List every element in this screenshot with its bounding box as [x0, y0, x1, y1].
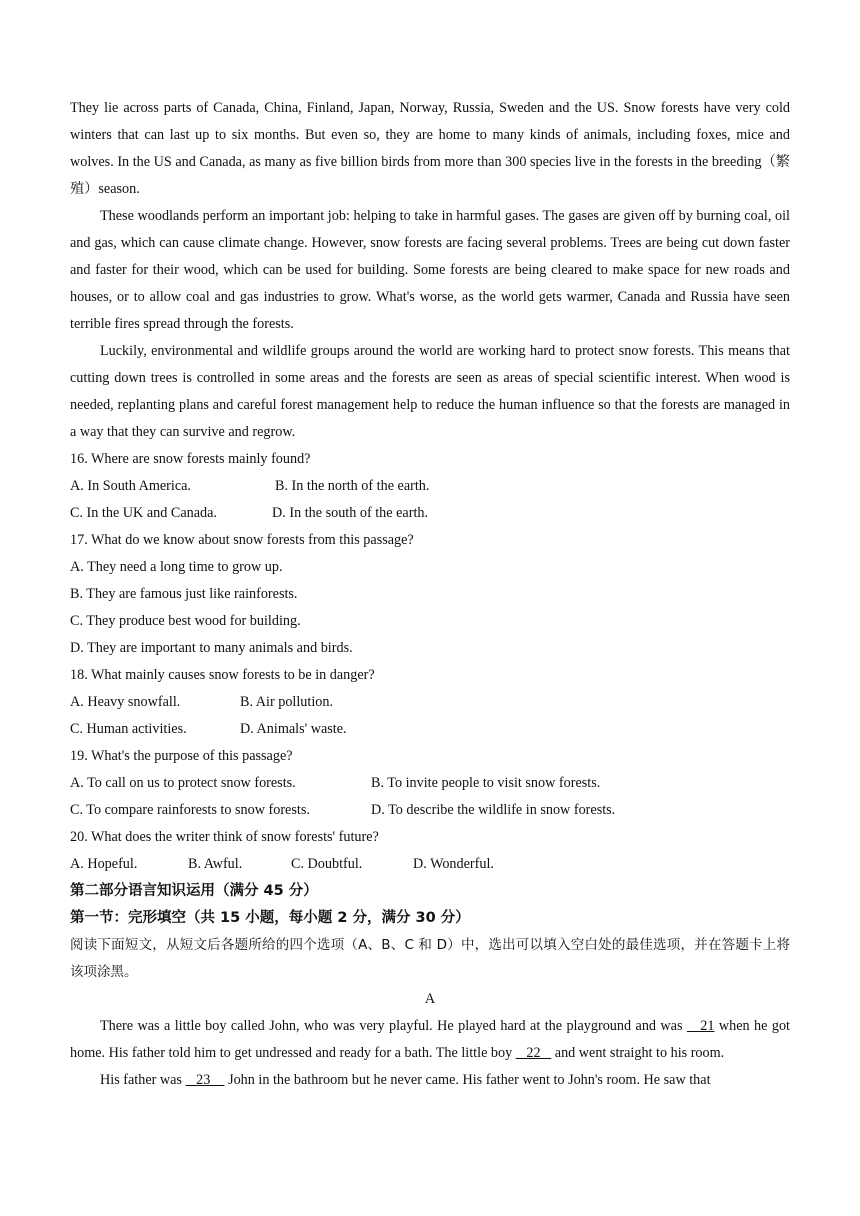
cloze-text: when he got home. His father told him to get undressed and ready for a bath. The little boy [70, 1018, 790, 1061]
section-one-title: 第一节：完形填空（共 15 小题，每小题 2 分，满分 30 分） [70, 910, 470, 926]
question-18-option-c: C. Human activities. [70, 721, 187, 737]
question-16-option-a: A. In South America. [70, 478, 191, 494]
question-16-options-row-2 [70, 500, 790, 527]
cloze-instructions: 阅读下面短文，从短文后各题所给的四个选项（A、B、C 和 D）中，选出可以填入空白处的最佳选项，并在答题卡上将该项涂黑。 [70, 937, 790, 980]
question-16-option-d: D. In the south of the earth. [272, 505, 429, 521]
question-20-stem: 20. What does the writer think of snow forests' future? [70, 829, 379, 845]
cloze-text: John in the bathroom but he never came. His father went to John's room. He saw that [224, 1072, 711, 1088]
cloze-paragraph-1 [70, 1013, 790, 1067]
cloze-blank-22: 22 [515, 1045, 552, 1061]
cloze-text: and went straight to his room. [551, 1045, 725, 1061]
question-19-options-row-1 [70, 770, 790, 797]
passage-paragraph-1: They lie across parts of Canada, China, Finland, Japan, Norway, Russia, Sweden and the US. Snow forests have very cold winters that can last up to six months. But even so, they are home to many kinds of animals, including foxes, mice and wolves. In the US and Canada, as many as five billion birds from more than 300 species live in the forests in the breeding（繁殖）season. [70, 100, 790, 197]
question-19-option-c: C. To compare rainforests to snow forests. [70, 802, 310, 818]
question-17-stem: 17. What do we know about snow forests from this passage? [70, 532, 414, 548]
cloze-blank-21: 21 [686, 1018, 715, 1034]
question-19-option-d: D. To describe the wildlife in snow forests. [371, 802, 616, 818]
question-16-options-row-1 [70, 473, 790, 500]
passage-paragraph-3: Luckily, environmental and wildlife groups around the world are working hard to protect snow forests. This means that cutting down trees is controlled in some areas and the forests are seen as areas of special scientific interest. When wood is needed, replanting plans and careful forest management help to reduce the human influence so that the forests are managed in a way that they can survive and regrow. [70, 343, 790, 440]
question-18-option-a: A. Heavy snowfall. [70, 694, 181, 710]
question-20-option-c: C. Doubtful. [291, 856, 363, 872]
question-19-option-a: A. To call on us to protect snow forests. [70, 775, 296, 791]
passage-label: A [424, 991, 436, 1007]
cloze-text: His father was [100, 1072, 186, 1088]
question-18-options-row-1 [70, 689, 790, 716]
question-17-option-d: D. They are important to many animals and birds. [70, 640, 353, 656]
part-two-title: 第二部分语言知识运用（满分 45 分） [70, 883, 318, 899]
cloze-paragraph-2 [70, 1067, 790, 1094]
question-20-options-row [70, 851, 790, 878]
question-18-options-row-2 [70, 716, 790, 743]
question-16-option-b: B. In the north of the earth. [275, 478, 430, 494]
question-17-option-a: A. They need a long time to grow up. [70, 559, 283, 575]
question-20-option-b: B. Awful. [188, 856, 243, 872]
cloze-text: There was a little boy called John, who was very playful. He played hard at the playground and was [100, 1018, 687, 1034]
question-16-option-c: C. In the UK and Canada. [70, 505, 217, 521]
passage-paragraph-2: These woodlands perform an important job: helping to take in harmful gases. The gases are given off by burning coal, oil and gas, which can cause climate change. However, snow forests are facing several problems. Trees are being cut down faster and faster for their wood, which can be used for building. Some forests are being cleared to make space for new roads and houses, or to allow coal and gas industries to grow. What's worse, as the world gets warmer, Canada and Russia have seen terrible fires spread through the forests. [70, 208, 790, 332]
question-19-stem: 19. What's the purpose of this passage? [70, 748, 293, 764]
question-18-stem: 18. What mainly causes snow forests to be in danger? [70, 667, 375, 683]
question-17-option-c: C. They produce best wood for building. [70, 613, 301, 629]
question-19-options-row-2 [70, 797, 790, 824]
question-17-option-b: B. They are famous just like rainforests. [70, 586, 298, 602]
exam-page [70, 95, 790, 1094]
question-18-option-b: B. Air pollution. [240, 694, 334, 710]
question-20-option-d: D. Wonderful. [413, 856, 494, 872]
question-18-option-d: D. Animals' waste. [240, 721, 347, 737]
question-16-stem: 16. Where are snow forests mainly found? [70, 451, 311, 467]
cloze-blank-23: 23 [185, 1072, 225, 1088]
question-19-option-b: B. To invite people to visit snow forests. [371, 775, 601, 791]
question-20-option-a: A. Hopeful. [70, 856, 138, 872]
